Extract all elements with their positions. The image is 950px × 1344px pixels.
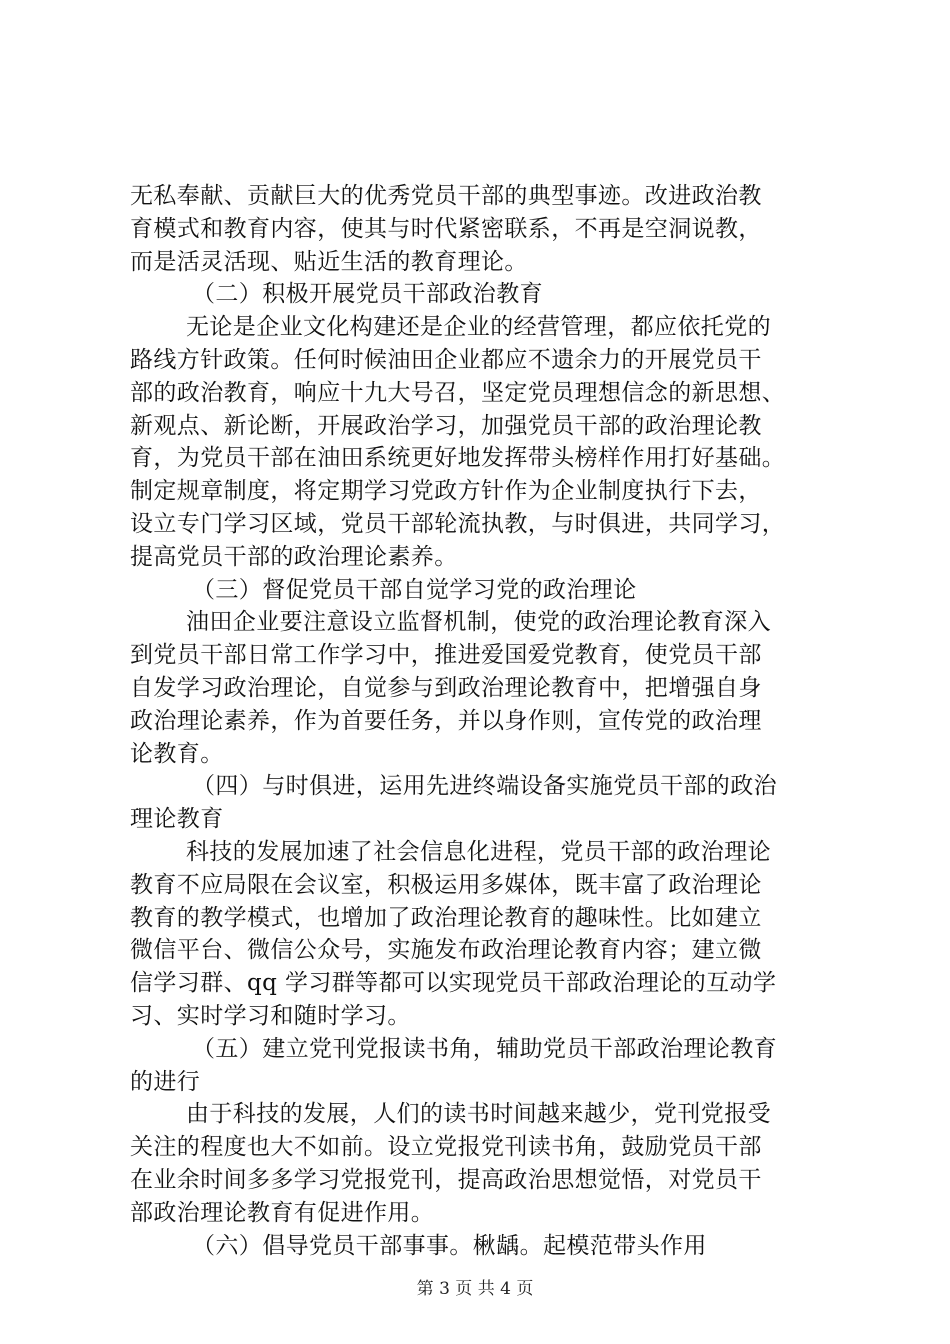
body-line: 部的政治教育，响应十九大号召，坚定党员理想信念的新思想、 <box>130 379 786 406</box>
paragraph-first-line: 油田企业要注意设立监督机制，使党的政治理论教育深入 <box>186 609 771 636</box>
section-heading-continuation: 理论教育 <box>130 806 224 833</box>
body-line: 无私奉献、贡献巨大的优秀党员干部的典型事迹。改进政治教 <box>130 183 762 209</box>
body-line: 微信平台、微信公众号，实施发布政治理论教育内容；建立微 <box>130 937 762 964</box>
paragraph-first-line: 无论是企业文化构建还是企业的经营管理，都应依托党的 <box>186 314 771 341</box>
body-line: 在业余时间多多学习党报党刊，提高政治思想觉悟，对党员干 <box>130 1166 762 1193</box>
body-line: 育，为党员干部在油田系统更好地发挥带头榜样作用打好基础。 <box>130 445 786 472</box>
body-line: 论教育。 <box>130 740 224 767</box>
page-number-footer: 第 3 页 共 4 页 <box>416 1279 534 1299</box>
body-line: 信学习群、qq 学习群等都可以实现党员干部政治理论的互动学 <box>130 970 777 997</box>
section-heading: （六）倡导党员干部事事。楸龋。起模范带头作用 <box>192 1232 707 1259</box>
body-line: 育模式和教育内容，使其与时代紧密联系，不再是空洞说教， <box>130 215 762 242</box>
body-line: 新观点、新论断，开展政治学习，加强党员干部的政治理论教 <box>130 412 762 439</box>
body-line: 路线方针政策。任何时候油田企业都应不遗余力的开展党员干 <box>130 346 762 373</box>
paragraph-first-line: 由于科技的发展，人们的读书时间越来越少，党刊党报受 <box>186 1101 771 1128</box>
body-line: 政治理论素养，作为首要任务，并以身作则，宣传党的政治理 <box>130 707 762 734</box>
body-line: 教育的教学模式，也增加了政治理论教育的趣味性。比如建立 <box>130 904 762 931</box>
body-line: 部政治理论教育有促进作用。 <box>130 1199 435 1226</box>
section-heading-continuation: 的进行 <box>130 1068 201 1095</box>
body-line: 习、实时学习和随时学习。 <box>130 1002 411 1029</box>
body-line: 关注的程度也大不如前。设立党报党刊读书角，鼓励党员干部 <box>130 1134 762 1161</box>
body-line: 到党员干部日常工作学习中，推进爱国爱党教育，使党员干部 <box>130 642 762 669</box>
document-body <box>130 180 848 1262</box>
body-line: 制定规章制度，将定期学习党政方针作为企业制度执行下去， <box>130 478 762 505</box>
paragraph-first-line: 科技的发展加速了社会信息化进程，党员干部的政治理论 <box>186 838 771 865</box>
section-heading: （三）督促党员干部自觉学习党的政治理论 <box>192 576 637 603</box>
section-heading: （二）积极开展党员干部政治教育 <box>192 281 543 308</box>
body-line: 教育不应局限在会议室，积极运用多媒体，既丰富了政治理论 <box>130 871 762 898</box>
body-line: 提高党员干部的政治理论素养。 <box>130 543 458 570</box>
section-heading: （四）与时俱进，运用先进终端设备实施党员干部的政治 <box>192 773 777 800</box>
body-line: 而是活灵活现、贴近生活的教育理论。 <box>130 248 528 275</box>
body-line: 设立专门学习区域，党员干部轮流执教，与时俱进，共同学习， <box>130 510 786 537</box>
section-heading: （五）建立党刊党报读书角，辅助党员干部政治理论教育 <box>192 1035 777 1062</box>
body-line: 自发学习政治理论，自觉参与到政治理论教育中，把增强自身 <box>130 674 762 701</box>
